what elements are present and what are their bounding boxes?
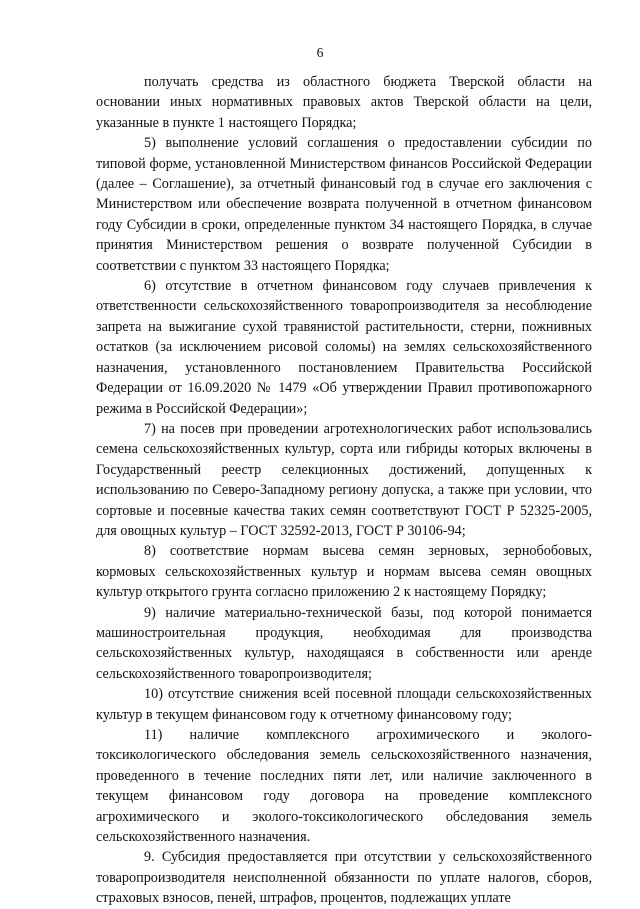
paragraph-item-8: 8) соответствие нормам высева семян зерновых, зернобобовых, кормовых сельскохозяйственных культур и нормам высева семян овощных культур открытого грунта согласно приложению 2 к настоящему Порядку; xyxy=(96,543,592,601)
paragraph-item-10: 10) отсутствие снижения всей посевной площади сельскохозяйственных культур в текущем финансовом году к отчетному финансовому году; xyxy=(96,686,592,723)
paragraph-section-9: 9. Субсидия предоставляется при отсутствии у сельскохозяйственного товаропроизводителя неисполненной обязанности по уплате налогов, сборов, страховых взносов, пеней, штрафов, процентов, подлежащих уплате xyxy=(96,849,592,907)
paragraph-continuation: получать средства из областного бюджета Тверской области на основании иных нормативных правовых актов Тверской области на цели, указанные в пункте 1 настоящего Порядка; xyxy=(96,74,592,131)
paragraph-item-6: 6) отсутствие в отчетном финансовом году случаев привлечения к ответственности сельскохозяйственного товаропроизводителя за несоблюдение запрета на выжигание сухой травянистой растительности, стерни, пожнивных остатков (за исключением рисовой соломы) на землях сельскохозяйственного назначения, установленного постановлением Правительства Российской Федерации от 16.09.2020 № 1479 «Об утверждении Правил противопожарного режима в Российской Федерации»; xyxy=(96,278,592,417)
page-number: 6 xyxy=(316,45,324,60)
paragraph-item-7: 7) на посев при проведении агротехнологических работ использовались семена сельскохозяйственных культур, сорта или гибриды которых включены в Государственный реестр селекционных достижений, допущенных к использованию по Северо-Западному региону допуска, а также при условии, что сортовые и посевные качества таких семян соответствуют ГОСТ Р 52325-2005, для овощных культур – ГОСТ 32592-2013, ГОСТ Р 30106-94; xyxy=(96,420,592,539)
paragraph-item-11: 11) наличие комплексного агрохимического и эколого-токсикологического обследования земель сельскохозяйственного назначения, проведенного в течение последних пяти лет, или наличие заключенного в текущем финансовом году договора на проведение комплексного агрохимического и эколого-токсикологического обследования земель сельскохозяйственного назначения. xyxy=(96,727,592,846)
paragraph-item-5: 5) выполнение условий соглашения о предоставлении субсидии по типовой форме, установленной Министерством финансов Российской Федерации (далее – Соглашение), за отчетный финансовый год в случае его заключения с Министерством или обеспечение возврата полученной в отчетном финансовом году Субсидии в сроки, определенные пунктом 34 настоящего Порядка, в случае принятия Министерством решения о возврате полученной Субсидии в соответствии с пунктом 33 настоящего Порядка; xyxy=(96,135,592,274)
document-body xyxy=(96,72,592,909)
paragraph-item-9: 9) наличие материально-технической базы, под которой понимается машиностроительная продукция, необходимая для производства сельскохозяйственных культур, находящаяся в собственности или аренде сельскохозяйственного товаропроизводителя; xyxy=(96,604,592,682)
